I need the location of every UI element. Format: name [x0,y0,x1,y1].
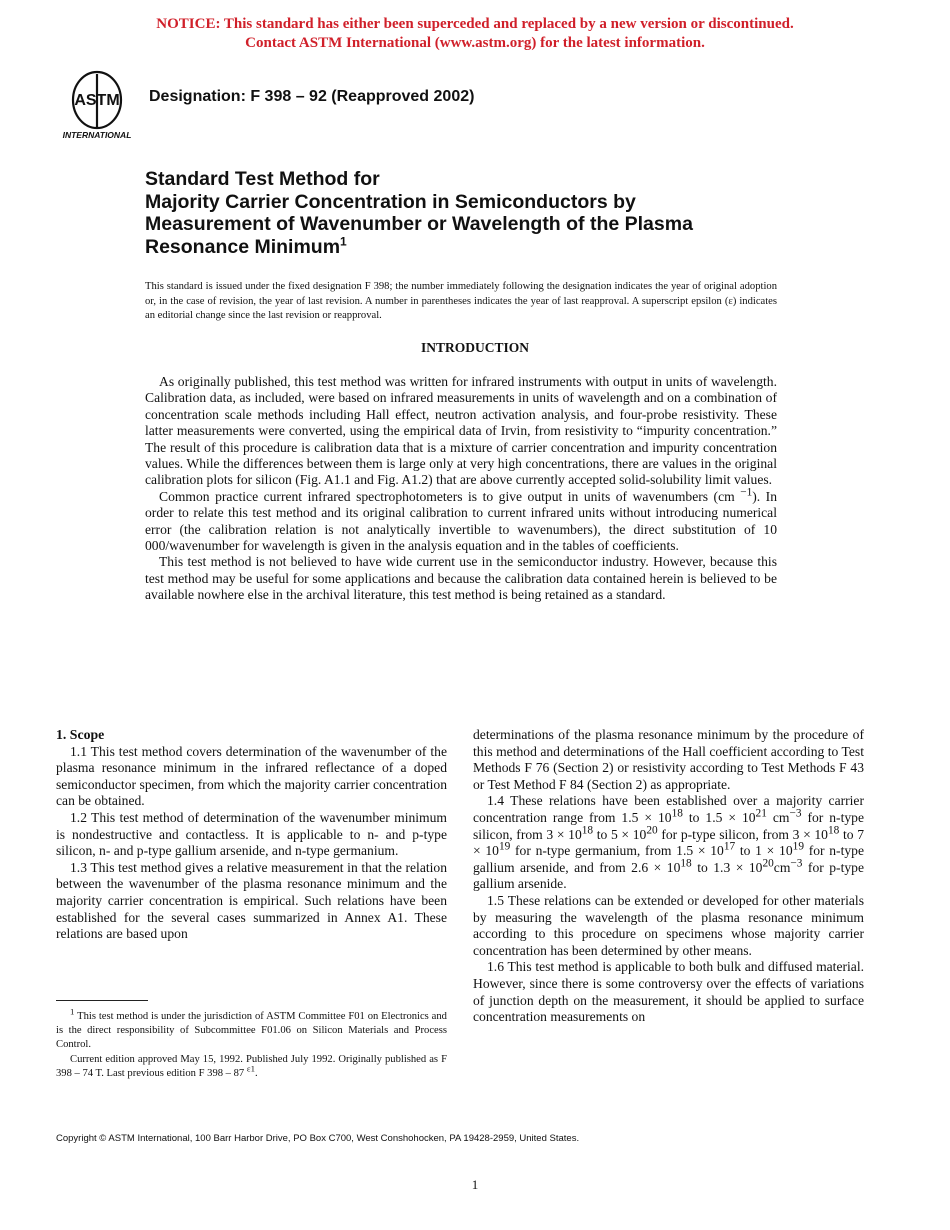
s14-h: for n-type germanium, from 1.5 × 10 [510,843,724,859]
title-footnote-mark: 1 [340,234,347,248]
footnote-2 [56,1053,447,1081]
intro-paragraph-3: This test method is not believed to have wide current use in the semiconductor industry. However, because this test method may be useful for some applications and because the calibration data contained herein is believed to be available nowhere else in the archival literature, this test method is being retained as a standard. [145,554,777,603]
s14-d: for n-type silicon, from 3 × 10 [473,809,864,842]
footnote-1-mark: 1 [70,1006,75,1017]
intro-paragraph-2 [145,486,777,555]
intro-paragraph-1: As originally published, this test method was written for infrared instruments with output in units of wavelength. Calibration data, as included, were based on infrared measurements in units of wavelength and on a combination of concentration scale methods including Hall effect, neutron activation analysis, and four-probe resistivity. These latter measurements were converted, using the empirical data of Irvin, from resistivity to “impurity concentration.” The result of this procedure is calibration data that is a mixture of carrier concentration and impurity concentration values. While the differences between them is large only at very high concentrations, there are values in the original calibration plots for silicon (Fig. A1.1 and Fig. A1.2) that are above currently accepted solid-solubility limit values. [145,374,777,488]
title-line-1: Standard Test Method for [145,168,380,190]
s14-j: for n-type gallium arsenide, and from 2.6 × 10 [473,843,864,875]
s14-e1: 18 [671,807,683,820]
scope-1-4 [473,793,864,893]
s14-i: to 1 × 10 [735,843,793,859]
title-line-4 [145,236,825,259]
s14-c: cm [766,809,790,825]
logo-text: ASTM [74,92,120,109]
s14-m: for p-type gallium arsenide. [473,859,864,892]
intro-p2-sup: −1 [740,486,753,499]
s14-e12: −3 [790,857,803,870]
scope-1-3: 1.3 This test method gives a relative measurement in that the relation between the wavenumber of the plasma resonance minimum and the majority carrier concentration is empirical. Such relations have been established for the several cases summarized in Annex A1. These relations are based upon [56,859,447,942]
footnote-2-text-a: Current edition approved May 15, 1992. Published July 1992. Originally published as F 398 – 74 T. Last previous edition F 398 – 87 [56,1053,447,1079]
document-title [145,168,825,258]
issued-note: This standard is issued under the fixed designation F 398; the number immediately following the designation indicates the year of original adoption or, in the case of revision, the year of last revision. A number in parentheses indicates the year of last reapproval. A superscript epsilon (ε) indicates an editorial change since the last revision or reapproval. [145,281,777,321]
footnote-1-text: This test method is under the jurisdiction of ASTM Committee F01 on Electronics and is the direct responsibility of Subcommittee F01.06 on Silicon Materials and Process Control. [56,1011,447,1051]
scope-1-5: 1.5 These relations can be extended or developed for other materials by measuring the wavelength of the plasma resonance minimum according to this procedure on specimens whose majority carrier concentration has been determined by other means. [473,892,864,958]
designation: Designation: F 398 – 92 (Reapproved 2002) [149,88,475,105]
s14-a: 1.4 These relations have been established over a majority carrier concentration range from 1.5 × 10 [473,793,864,825]
s14-e: to 5 × 10 [593,826,647,842]
s14-g: to 7 × 10 [473,826,864,859]
right-column [473,727,864,1026]
s14-e2: 21 [755,807,767,820]
scope-heading: 1. Scope [56,727,105,742]
s14-k: to 1.3 × 10 [691,859,763,875]
astm-logo-icon [58,70,136,142]
footnotes [56,1006,447,1081]
footnote-1 [56,1006,447,1053]
title-line-3: Measurement of Wavenumber or Wavelength of the Plasma [145,213,693,235]
s14-f: for p-type silicon, from 3 × 10 [657,826,828,842]
logo-subtext: INTERNATIONAL [62,130,132,140]
title-line-4-text: Resonance Minimum [145,235,341,258]
s14-e3: −3 [789,807,802,820]
s14-l: cm [773,859,791,875]
s14-e11: 20 [762,857,774,870]
astm-logo [58,70,136,142]
s14-e10: 18 [680,857,692,870]
scope-1-6: 1.6 This test method is applicable to both bulk and diffused material. However, since there is some controversy over the effects of variations of junction depth on the measurement, it should be applied to surface concentration measurements on [473,959,864,1025]
footnote-2-sup: ε1 [246,1063,256,1074]
introduction-heading: INTRODUCTION [420,340,529,355]
s14-e4: 18 [581,824,594,837]
scope-1-3-continued: determinations of the plasma resonance minimum by the procedure of this method and determinations of the Hall coefficient according to Test Methods F 76 (Section 2) or resistivity according to Test Methods F 43 or Test Method F 84 (Section 2) as appropriate. [473,727,864,792]
s14-e8: 17 [723,840,736,853]
footnote-2-text-b: . [255,1067,258,1079]
s14-e7: 19 [498,840,511,853]
footnote-rule [56,1000,148,1001]
copyright: Copyright © ASTM International, 100 Barr Harbor Drive, PO Box C700, West Conshohocken, PA 19428-2959, United States. [56,1133,580,1144]
intro-p2-text-a: Common practice current infrared spectrophotometers is to give output in units of wavenumbers (cm [159,488,741,504]
left-column [56,727,447,943]
s14-e6: 18 [827,824,840,837]
introduction-body [145,374,777,604]
notice-line-1: NOTICE: This standard has either been superceded and replaced by a new version or discontinued. [156,16,794,32]
s14-e9: 19 [792,840,804,853]
notice-line-2: Contact ASTM International (www.astm.org) for the latest information. [245,35,705,51]
s14-b: to 1.5 × 10 [682,809,756,825]
scope-1-2: 1.2 This test method of determination of the wavenumber minimum is nondestructive and contactless. It is applicable to n- and p-type silicon, n- and p-type gallium arsenide, and n-type germanium. [56,809,447,859]
title-line-2: Majority Carrier Concentration in Semiconductors by [145,190,636,213]
intro-p2-text-b: ). In order to relate this test method and its original calibration to current infrared units without introducing numerical error (the calibration relation is not analytically invertible to wavenumbers), the direct substitution of 10 000/wavenumber for wavelength is given in the analysis equation and in the tables of coefficients. [145,488,777,554]
scope-1-1: 1.1 This test method covers determination of the wavenumber of the plasma resonance minimum in the infrared reflectance of a doped semiconductor specimen, from which the majority carrier concentration can be obtained. [56,743,447,809]
s14-e5: 20 [646,824,658,837]
page-number: 1 [471,1177,479,1192]
